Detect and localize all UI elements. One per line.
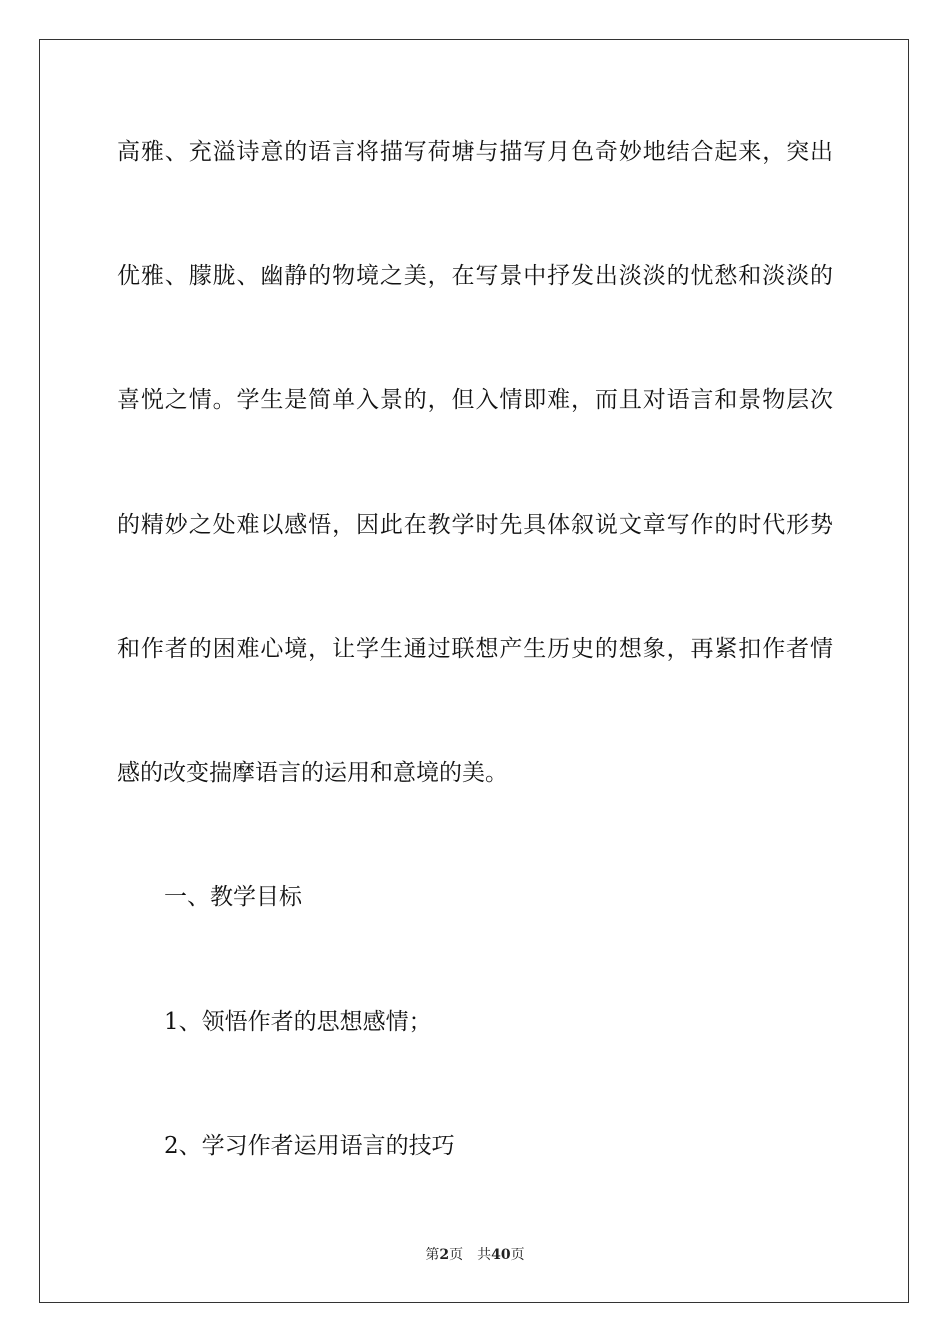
total-pages: 40 <box>491 1247 511 1263</box>
total-suffix: 页 <box>510 1247 525 1263</box>
paragraph-line: 优雅、朦胧、幽静的物境之美，在写景中抒发出淡淡的忧愁和淡淡的 <box>117 263 833 289</box>
page-footer <box>0 1245 950 1265</box>
paragraph-line: 喜悦之情。学生是简单入景的，但入情即难，而且对语言和景物层次 <box>117 387 833 413</box>
paragraph-line: 和作者的困难心境，让学生通过联想产生历史的想象，再紧扣作者情 <box>117 636 833 662</box>
section-heading: 一、教学目标 <box>164 884 302 910</box>
page-number: 2 <box>439 1247 450 1263</box>
paragraph-line-last: 感的改变揣摩语言的运用和意境的美。 <box>117 760 508 786</box>
paragraph-line: 高雅、充溢诗意的语言将描写荷塘与描写月色奇妙地结合起来，突出 <box>117 139 833 165</box>
paragraph-line: 的精妙之处难以感悟，因此在教学时先具体叙说文章写作的时代形势 <box>117 512 833 538</box>
page-suffix: 页 <box>449 1247 464 1263</box>
page-border <box>39 39 909 1303</box>
total-prefix: 共 <box>477 1247 492 1263</box>
goal-item: 2、学习作者运用语言的技巧 <box>164 1133 455 1159</box>
page-prefix: 第 <box>425 1247 440 1263</box>
goal-item: 1、领悟作者的思想感情； <box>164 1009 432 1035</box>
